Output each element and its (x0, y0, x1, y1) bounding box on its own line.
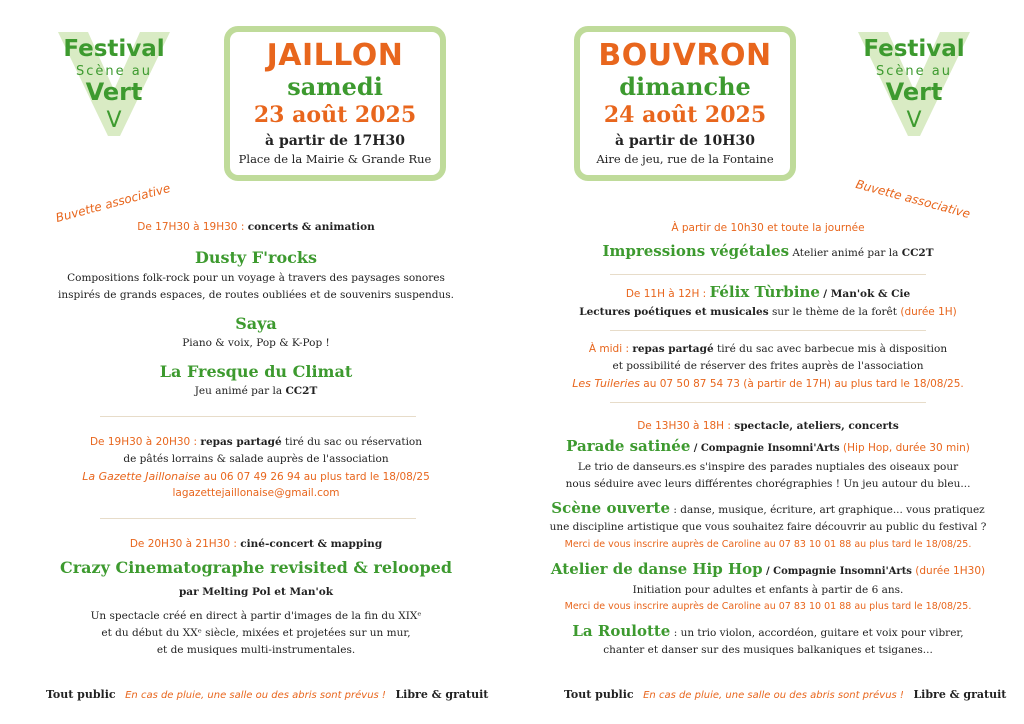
block3-time: De 20H30 à 21H30 : ciné-concert & mapping (129, 538, 383, 550)
act-la-roulotte: La Roulotte (572, 622, 671, 640)
footer-public: Tout public (564, 688, 634, 701)
separator (610, 274, 926, 275)
parade-line: Parade satinée / Compagnie Insomni'Arts (Hip Hop, durée 30 min) (566, 437, 970, 455)
parade-desc2: nous séduire avec leurs différentes chorégraphies ! Un jeu autour du bleu... (565, 478, 971, 490)
hiphop-note: Merci de vous inscrire auprès de Caroline au 07 83 10 01 88 au plus tard le 18/08/25. (564, 601, 972, 612)
logo-festival: Festival (63, 36, 165, 62)
bouvron-header-box (574, 26, 796, 181)
footer-free: Libre & gratuit (395, 688, 489, 701)
logo-vert: Vert (85, 78, 143, 106)
meal-line1: De 19H30 à 20H30 : repas partagé tiré du sac ou réservation (89, 436, 423, 448)
act-fresque-climat: La Fresque du Climat (159, 362, 353, 381)
hiphop-line: Atelier de danse Hip Hop / Compagnie Insomni'Arts (durée 1H30) (550, 560, 986, 578)
event-date: 24 août 2025 (603, 102, 767, 128)
midi-line2: et possibilité de réserver des frites auprès de l'association (612, 360, 924, 372)
roulotte-desc: chanter et danser sur des musiques balkaniques et tsiganes... (603, 644, 933, 656)
cine-desc1: Un spectacle créé en direct à partir d'images de la fin du XIXᵉ (90, 610, 422, 622)
event-day: samedi (287, 72, 383, 101)
logo-v-mark: V (906, 108, 922, 133)
felix-line: De 11H à 12H : Félix Tùrbine / Man'ok & Cie (625, 283, 911, 301)
act-atelier-hip-hop: Atelier de danse Hip Hop (550, 560, 763, 578)
act-parade-satinee: Parade satinée (566, 437, 691, 455)
jaillon-header-box (224, 26, 446, 181)
act-impressions-vegetales: Impressions végétales (602, 242, 790, 260)
festival-logo (54, 28, 174, 138)
town-name: JAILLON (266, 38, 404, 73)
act-saya: Saya (235, 314, 277, 333)
impressions-line: Impressions végétales Atelier animé par la CC2T (602, 242, 934, 260)
separator (610, 402, 926, 403)
email-line (0, 485, 512, 502)
festival-logo (854, 28, 974, 138)
meal-line3: La Gazette Jaillonaise au 06 07 49 26 94 au plus tard le 18/08/25 (82, 470, 430, 483)
start-time: à partir de 17H30 (265, 133, 405, 149)
event-day: dimanche (619, 72, 751, 101)
act1-desc1: Compositions folk-rock pour un voyage à travers des paysages sonores (67, 272, 445, 284)
logo-scene-au: Scène au (876, 64, 952, 79)
footer-rain: En cas de pluie, une salle ou des abris sont prévus ! (125, 690, 386, 701)
footer (564, 688, 1006, 701)
logo-vert: Vert (885, 78, 943, 106)
parade-desc1: Le trio de danseurs.es s'inspire des parades nuptiales des oiseaux pour (577, 461, 959, 473)
cine-desc3: et de musiques multi-instrumentales. (156, 644, 356, 656)
separator (100, 416, 416, 417)
event-date: 23 août 2025 (253, 102, 417, 128)
meal-line2: de pâtés lorrains & salade auprès de l'association (123, 453, 389, 465)
logo-scene-au: Scène au (76, 64, 152, 79)
act1-desc2: inspirés de grands espaces, de routes oubliées et de souvenirs suspendus. (58, 289, 454, 301)
footer-free: Libre & gratuit (913, 688, 1007, 701)
act-felix-turbine: Félix Tùrbine (709, 283, 820, 301)
block1-time: De 17H30 à 19H30 : concerts & animation (137, 221, 375, 233)
event-place: Aire de jeu, rue de la Fontaine (596, 152, 774, 166)
logo-v-mark: V (106, 108, 122, 133)
act-by: par Melting Pol et Man'ok (178, 586, 334, 598)
roulotte-line: La Roulotte : un trio violon, accordéon, guitare et voix pour vibrer, (572, 622, 964, 640)
block1-time: À partir de 10h30 et toute la journée (671, 222, 865, 234)
start-time: à partir de 10H30 (615, 133, 755, 149)
act-crazy-cinematographe: Crazy Cinematographe revisited & relooped (59, 558, 453, 577)
separator (610, 330, 926, 331)
footer (46, 688, 488, 701)
buvette-label: Buvette associative (854, 176, 972, 222)
scene-desc: une discipline artistique que vous souhaitez faire découvrir au public du festival ? (549, 521, 987, 533)
scene-line: Scène ouverte : danse, musique, écriture, art graphique... vous pratiquez (551, 499, 985, 517)
midi-line3: Les Tuileries au 07 50 87 54 73 (à partir de 17H) au plus tard le 18/08/25. (572, 377, 964, 390)
act-dusty-frocks: Dusty F'rocks (195, 248, 317, 267)
midi-line1: À midi : repas partagé tiré du sac avec barbecue mis à disposition (588, 343, 948, 355)
act2-desc: Piano & voix, Pop & K-Pop ! (182, 337, 330, 349)
email-link[interactable]: lagazettejaillonaise@gmail.com (172, 487, 340, 499)
footer-rain: En cas de pluie, une salle ou des abris sont prévus ! (643, 690, 904, 701)
block4-time: De 13H30 à 18H : spectacle, ateliers, concerts (637, 420, 899, 432)
town-name: BOUVRON (598, 38, 772, 73)
act3-desc: Jeu animé par la CC2T (194, 385, 318, 397)
hiphop-desc: Initiation pour adultes et enfants à partir de 6 ans. (632, 584, 904, 596)
act-scene-ouverte: Scène ouverte (551, 499, 670, 517)
cine-desc2: et du début du XXᵉ siècle, mixées et projetées sur un mur, (101, 627, 411, 639)
felix-desc: Lectures poétiques et musicales sur le thème de la forêt (durée 1H) (579, 306, 957, 318)
scene-note: Merci de vous inscrire auprès de Caroline au 07 83 10 01 88 au plus tard le 18/08/25. (564, 539, 972, 550)
separator (100, 518, 416, 519)
right-panel (512, 0, 1024, 724)
event-place: Place de la Mairie & Grande Rue (238, 152, 432, 166)
buvette-label: Buvette associative (54, 180, 172, 226)
logo-festival: Festival (863, 36, 965, 62)
footer-public: Tout public (46, 688, 116, 701)
